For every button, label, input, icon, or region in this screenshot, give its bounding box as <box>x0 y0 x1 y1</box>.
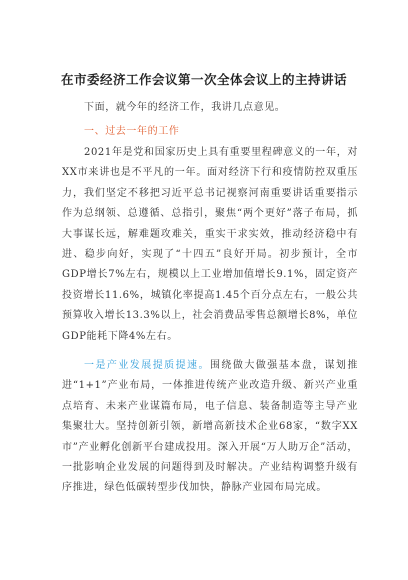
paragraph-review: 2021年是党和国家历史上具有重要里程碑意义的一年，对XX市来讲也是不平凡的一年。面对经济下行和疫情防控双重压力，我们坚定不移把习近平总书记视察河南重要讲话重要指示作为总纲领、总遵循、总指引，聚焦“两个更好”落子布局，抓大事谋长远，解难题攻难关，重实干求实效，推动经济稳中有进、稳步向好，实现了“十四五”良好开局。初步预计，全市GDP增长7%左右，规模以上工业增加值增长9.1%，固定资产投资增长11.6%，城镇化率提高1.45个百分点左右，一般公共预算收入增长13.3%以上，社会消费品零售总额增长8%，单位GDP能耗下降4%左右。 <box>62 147 358 342</box>
document-title: 在市委经济工作会议第一次全体会议上的主持讲话 <box>60 72 347 87</box>
section-heading: 一、过去一年的工作 <box>84 126 180 137</box>
paragraph-industry <box>62 356 358 499</box>
paragraph-lead-highlight: 一是产业发展提质提速。 <box>84 360 210 371</box>
intro-paragraph: 下面，就今年的经济工作，我讲几点意见。 <box>84 102 286 113</box>
paragraph-industry-body: 围绕做大做强基本盘，谋划推进“1+1”产业布局，一体推进传统产业改造升级、新兴产业重点培育、未来产业谋篇布局，电子信息、装备制造等主导产业集聚壮大。坚持创新引领，新增高新技术企业68家，“数字XX市”产业孵化创新平台建成投用。深入开展“万人助万企”活动，一批影响企业发展的问题得到及时解决。产业结构调整升级有序推进，绿色低碳转型步伐加快，静脉产业园布局完成。 <box>62 360 358 494</box>
